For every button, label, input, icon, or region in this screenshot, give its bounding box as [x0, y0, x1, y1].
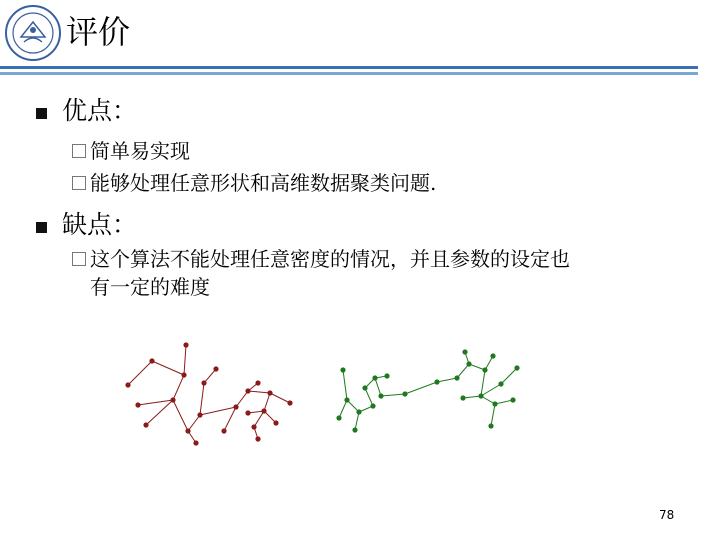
- list-item: 这个算法不能处理任意密度的情况，并且参数的设定也: [90, 247, 570, 271]
- green-cluster-figure: [325, 340, 530, 440]
- checkbox-icon: [72, 144, 86, 158]
- list-item: 能够处理任意形状和高维数据聚类问题.: [90, 171, 437, 195]
- title-divider-secondary: [0, 72, 698, 75]
- list-item-continuation: 有一定的难度: [90, 275, 210, 299]
- red-cluster-figure: [118, 335, 318, 450]
- checkbox-icon: [72, 252, 86, 266]
- section-heading-pros: 优点：: [62, 96, 138, 125]
- title-divider: [0, 66, 698, 69]
- bullet-square-icon: [36, 108, 47, 119]
- bullet-square-icon: [36, 222, 47, 233]
- slide-title: 评价: [66, 13, 131, 51]
- page-number: 78: [659, 508, 675, 522]
- checkbox-icon: [72, 176, 86, 190]
- section-heading-cons: 缺点：: [62, 210, 138, 239]
- university-seal-logo: [4, 4, 62, 62]
- list-item: 简单易实现: [90, 139, 190, 163]
